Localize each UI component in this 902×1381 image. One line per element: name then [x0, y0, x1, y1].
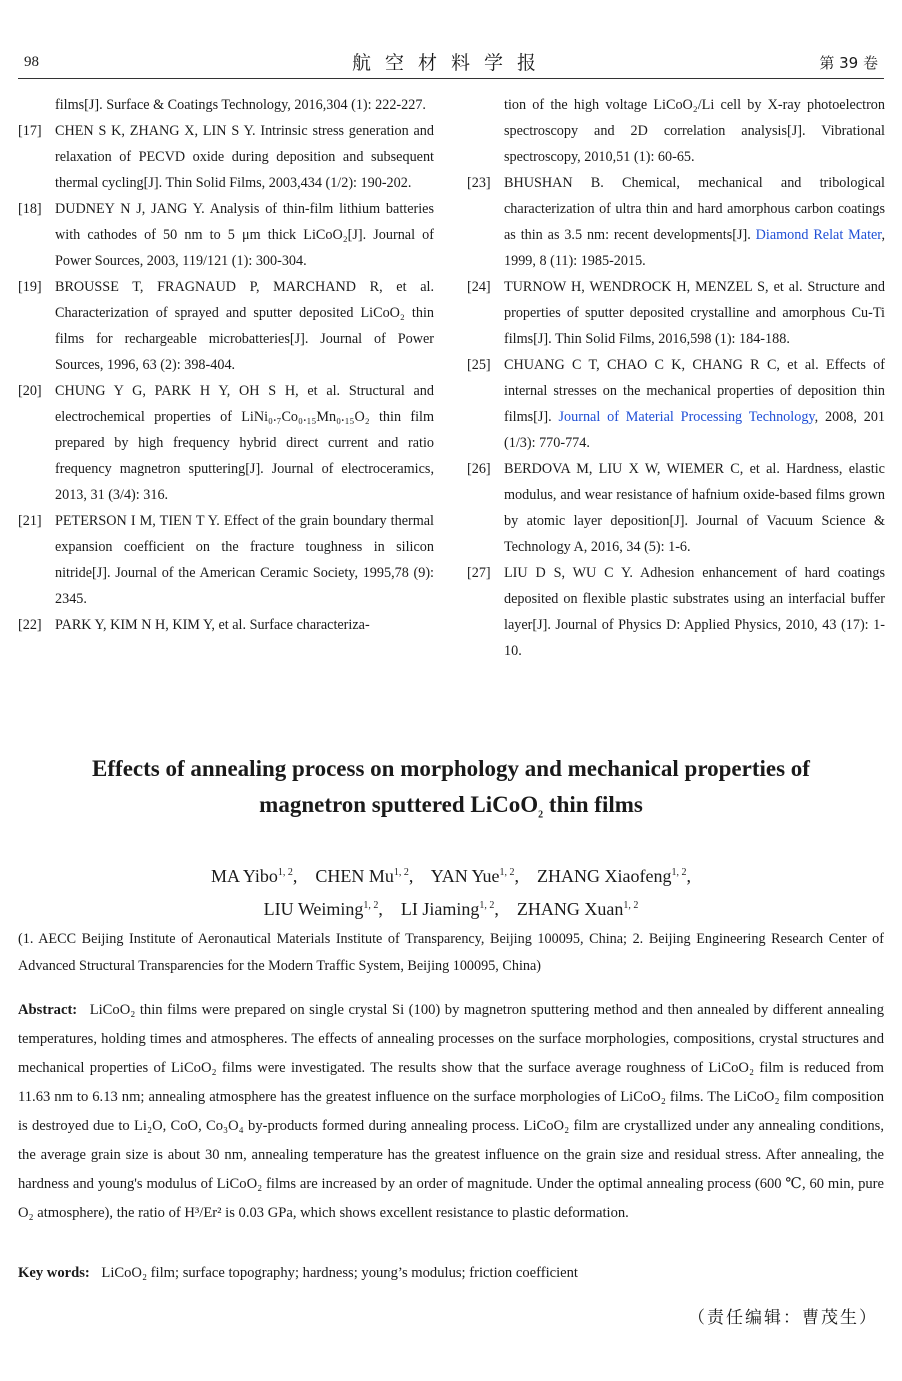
abstract-text: LiCoO₂ thin films were prepared on single crystal Si (100) by magnetron sputtering method and then annealed by different annealing temperatures, holding times and atmospheres. The effects of annealing processes on the surface morphologies, compositions, crystal structures and mechanical properties of LiCoO₂ films were investigated. The results show that the surface average roughness of LiCoO₂ film is reduced from 11.63 nm to 6.13 nm; annealing atmosphere has the greatest influence on the surface morphologies of LiCoO₂ films. The LiCoO₂ film composition is destroyed due to Li₂O, CoO, Co₃O₄ by-products formed during annealing process. LiCoO₂ film are crystallized under any annealing conditions, the average grain size is about 30 nm, annealing temperature has the greatest influence on the grain size and residual stress. After annealing, the hardness and young's modulus of LiCoO₂ films are increased by an order of magnitude. Under the optimal annealing process (600 ℃, 60 min, pure O₂ atmosphere), the ratio of H³/Er² is 0.03 GPa, which shows excellent resistance to plastic deformation.: [18, 1002, 884, 1221]
abstract-label: Abstract:: [18, 1002, 78, 1018]
reference-entry: films[J]. Surface & Coatings Technology, 2016,304 (1): 222-227.: [55, 97, 426, 113]
article-title: Effects of annealing process on morphology and mechanical properties of magnetron sputtered LiCoO$_2$ thin films: [92, 756, 810, 821]
page-header: [18, 44, 884, 79]
author: ZHANG Xiaofeng: [537, 866, 672, 886]
affiliation: (1. AECC Beijing Institute of Aeronautical Materials Institute of Transparency, Beijing 100095, China; 2. Beijing Engineering Research Center of Advanced Structural Transparencies for the Modern Traffic System, Beijing 100095, China): [18, 931, 884, 974]
reference-entry: [19] BROUSSE T, FRAGNAUD P, MARCHAND R, et al. Characterization of sprayed and sputter deposited LiCoO₂ thin films for rechargeable microbatteries[J]. Journal of Power Sources, 1996, 63 (2): 398-404.: [18, 279, 434, 373]
reference-entry: tion of the high voltage LiCoO₂/Li cell by X-ray photoelectron spectroscopy and 2D correlation analysis[J]. Vibrational spectroscopy, 2010,51 (1): 60-65.: [504, 97, 885, 165]
journal-title: 航空材料学报: [351, 52, 550, 74]
references-right-column: [467, 92, 885, 664]
author-list: MA Yibo$^{1, 2}$, CHEN Mu$^{1, 2}$, YAN Yue$^{1, 2}$, ZHANG Xiaofeng$^{1, 2}$, LIU Weiming$^{1, 2}$, LI Jiaming$^{1, 2}$, ZHANG Xuan$^{1, 2}$: [210, 866, 691, 919]
reference-entry: [17] CHEN S K, ZHANG X, LIN S Y. Intrinsic stress generation and relaxation of PECVD oxide during deposition and subsequent thermal cycling[J]. Thin Solid Films, 2003,434 (1/2): 190-202.: [18, 123, 434, 191]
author: MA Yibo: [210, 866, 278, 886]
author: LIU Weiming: [263, 899, 364, 919]
reference-entry: [22] PARK Y, KIM N H, KIM Y, et al. Surface characteriza-: [18, 617, 370, 633]
reference-entry: [27] LIU D S, WU C Y. Adhesion enhancement of hard coatings deposited on flexible plastic substrates using an interfacial buffer layer[J]. Journal of Physics D: Applied Physics, 2010, 43 (17): 1-10.: [467, 565, 885, 659]
author: ZHANG Xuan: [516, 899, 624, 919]
author: YAN Yue: [430, 866, 500, 886]
reference-entry: [26] BERDOVA M, LIU X W, WIEMER C, et al. Hardness, elastic modulus, and wear resistance of hafnium oxide-based films grown by atomic layer deposition[J]. Journal of Vacuum Science & Technology A, 2016, 34 (5): 1-6.: [467, 461, 885, 555]
reference-entry: [18] DUDNEY N J, JANG Y. Analysis of thin-film lithium batteries with cathodes of 50 nm to 5 μm thick LiCoO₂[J]. Journal of Power Sources, 2003, 119/121 (1): 300-304.: [18, 201, 434, 269]
keywords-text: LiCoO₂ film; surface topography; hardness; young’s modulus; friction coefficient: [101, 1265, 578, 1281]
editor-note: （责任编辑：曹茂生）: [688, 1308, 878, 1328]
abstract: [18, 996, 884, 1228]
reference-entry: [20] CHUNG Y G, PARK H Y, OH S H, et al. Structural and electrochemical properties of LiNi₀.₇Co₀.₁₅Mn₀.₁₅O₂ thin film prepared by high frequency hybrid direct current and ratio frequency magnetron sputtering[J]. Journal of electroceramics, 2013, 31 (3/4): 316.: [18, 383, 434, 503]
author: LI Jiaming: [400, 899, 480, 919]
reference-entry: [23] BHUSHAN B. Chemical, mechanical and tribological characterization of ultra thin and hard amorphous carbon coatings as thin as 3.5 nm: recent developments[J]. Diamond Relat Mater, 1999, 8 (11): 1985-2015.: [467, 175, 886, 269]
references-left-column: [18, 92, 434, 638]
keywords: [18, 1260, 884, 1286]
reference-entry: [21] PETERSON I M, TIEN T Y. Effect of the grain boundary thermal expansion coefficient on the fracture toughness in silicon nitride[J]. Journal of the American Ceramic Society, 1995,78 (9): 2345.: [18, 513, 434, 607]
journal-link[interactable]: Journal of Material Processing Technology: [558, 409, 815, 425]
reference-entry: [24] TURNOW H, WENDROCK H, MENZEL S, et al. Structure and properties of sputter deposited crystalline and amorphous Cu-Ti films[J]. Thin Solid Films, 2016,598 (1): 184-188.: [467, 279, 885, 347]
volume-label: 第 39 卷: [819, 54, 878, 72]
reference-entry: [25] CHUANG C T, CHAO C K, CHANG R C, et al. Effects of internal stresses on the mechanical properties of deposition thin films[J]. Journal of Material Processing Technology, 2008, 201 (1/3): 770-774.: [467, 357, 886, 451]
page-number: 98: [24, 54, 39, 70]
author: CHEN Mu: [315, 866, 394, 886]
keywords-label: Key words:: [18, 1265, 90, 1281]
journal-link[interactable]: Diamond Relat Mater: [755, 227, 882, 243]
